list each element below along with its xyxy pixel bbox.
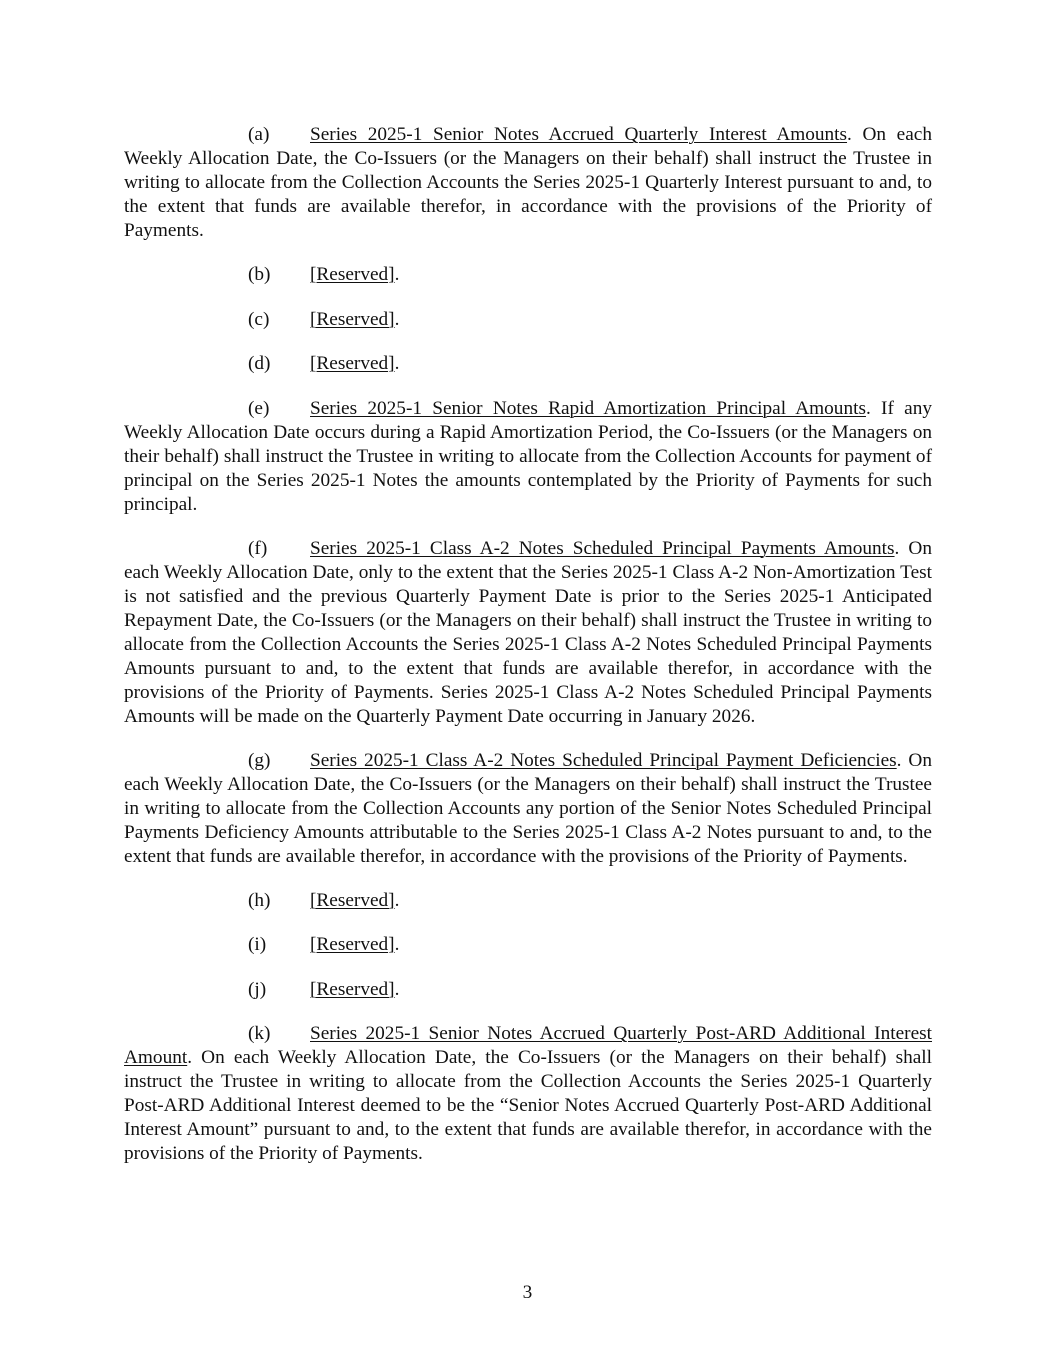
section-j <box>124 978 932 1002</box>
section-body: . <box>394 353 400 374</box>
section-label: (j) <box>248 978 267 1000</box>
section-body: . <box>394 264 400 285</box>
section-a <box>124 123 932 243</box>
section-label: (f) <box>248 537 268 559</box>
section-body: . <box>394 308 400 330</box>
section-heading: [Reserved] <box>310 889 395 911</box>
section-body: . <box>394 889 400 911</box>
section-body: . On each Weekly Allocation Date, the Co-Issuers (or the Managers on their behalf) shall instruct the Trustee in writing to allocate from the Collection Accounts the Series 2025-1 Quarterly Post-ARD Additional Interest deemed to be the “Senior Notes Accrued Quarterly Post-ARD Additional Interest Amount” pursuant to and, to the extent that funds are available therefor, in accordance with the provisions of the Priority of Payments. <box>124 1047 932 1164</box>
section-heading: [Reserved] <box>310 934 395 955</box>
section-h <box>124 889 932 913</box>
section-label: (h) <box>248 889 271 911</box>
section-body: . <box>394 934 400 955</box>
section-heading: Series 2025-1 Senior Notes Rapid Amortization Principal Amounts <box>310 397 866 419</box>
section-label: (a) <box>248 124 270 145</box>
section-heading: Series 2025-1 Senior Notes Accrued Quarterly Post-ARD Additional Interest Amount <box>124 1023 932 1068</box>
section-heading: Series 2025-1 Class A-2 Notes Scheduled Principal Payments Amounts <box>310 537 895 559</box>
section-body: . On each Weekly Allocation Date, only to the extent that the Series 2025-1 Class A-2 Non-Amortization Test is not satisfied and the previous Quarterly Payment Date is prior to the Series 2025-1 Anticipated Repayment Date, the Co-Issuers (or the Managers on their behalf) shall instruct the Trustee in writing to allocate from the Collection Accounts the Series 2025-1 Class A-2 Notes Scheduled Principal Payments Amounts pursuant to and, to the extent that funds are available therefor, in accordance with the provisions of the Priority of Payments. Series 2025-1 Class A-2 Notes Scheduled Principal Payments Amounts will be made on the Quarterly Payment Date occurring in January 2026. <box>124 537 932 727</box>
section-label: (c) <box>248 308 270 330</box>
page-number: 3 <box>522 1282 533 1303</box>
section-i <box>124 933 932 957</box>
section-label: (i) <box>248 934 267 955</box>
section-heading: [Reserved] <box>310 264 395 285</box>
section-e <box>124 397 932 517</box>
section-label: (g) <box>248 749 271 771</box>
section-b <box>124 263 932 287</box>
section-f <box>124 537 932 729</box>
section-body: . On each Weekly Allocation Date, the Co-Issuers (or the Managers on their behalf) shall instruct the Trustee in writing to allocate from the Collection Accounts any portion of the Senior Notes Scheduled Principal Payments Deficiency Amounts attributable to the Series 2025-1 Class A-2 Notes pursuant to and, to the extent that funds are available therefor, in accordance with the provisions of the Priority of Payments. <box>124 749 932 867</box>
section-k <box>124 1022 932 1166</box>
section-label: (k) <box>248 1023 271 1044</box>
section-heading: [Reserved] <box>310 308 395 330</box>
section-label: (b) <box>248 264 271 285</box>
section-g <box>124 749 932 869</box>
section-label: (d) <box>248 353 271 374</box>
section-body: . If any Weekly Allocation Date occurs during a Rapid Amortization Period, the Co-Issuers (or the Managers on their behalf) shall instruct the Trustee in writing to allocate from the Collection Accounts for payment of principal on the Series 2025-1 Notes the amounts contemplated by the Priority of Payments for such principal. <box>124 397 932 515</box>
section-body: . On each Weekly Allocation Date, the Co-Issuers (or the Managers on their behalf) shall instruct the Trustee in writing to allocate from the Collection Accounts the Series 2025-1 Quarterly Interest pursuant to and, to the extent that funds are available therefor, in accordance with the provisions of the Priority of Payments. <box>124 124 932 241</box>
section-label: (e) <box>248 397 270 419</box>
section-heading: Series 2025-1 Senior Notes Accrued Quarterly Interest Amounts <box>310 124 848 145</box>
section-heading: Series 2025-1 Class A-2 Notes Scheduled Principal Payment Deficiencies <box>310 749 897 771</box>
section-d <box>124 352 932 376</box>
section-body: . <box>394 978 400 1000</box>
section-c <box>124 308 932 332</box>
section-heading: [Reserved] <box>310 353 395 374</box>
document-page <box>124 123 932 1186</box>
section-heading: [Reserved] <box>310 978 395 1000</box>
